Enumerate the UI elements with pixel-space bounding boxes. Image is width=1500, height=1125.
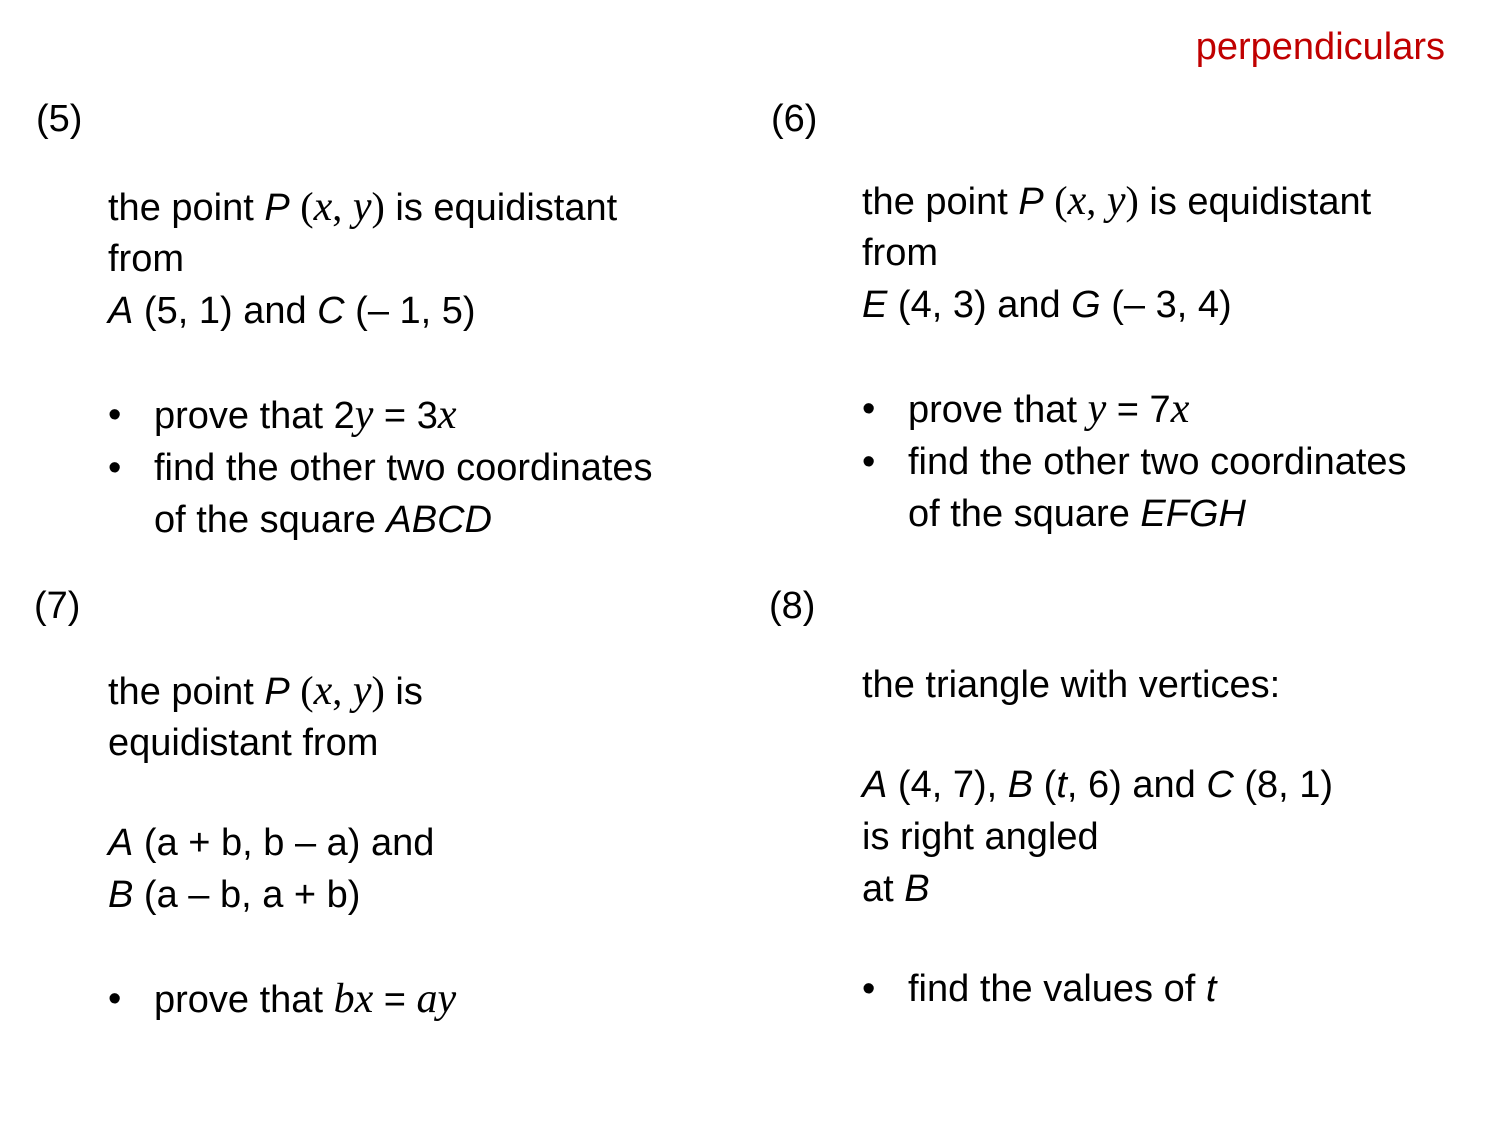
q8-bullet-find: • find the values of t [862,968,1217,1010]
question-7-body [108,665,456,1026]
q6-bullet-prove: • prove that y = 7x [862,386,1190,432]
q7-line-B: B (a – b, a + b) [108,874,361,916]
question-5-body [108,181,653,546]
q5-bullet-prove: • prove that 2y = 3x [108,392,457,438]
question-5-number: (5) [36,98,83,140]
q6-line-2: from [862,232,938,274]
question-6-body [862,175,1407,540]
q8-vertices: A (4, 7), B (t, 6) and C (8, 1) [862,764,1334,806]
q6-line-1: the point P (x, y) is equidistant [862,178,1372,224]
q5-bullet-find: • find the other two coordinates of the square ABCD [108,447,653,541]
q7-bullet-prove: • prove that bx = ay [108,976,457,1022]
q7-line-A: A (a + b, b – a) and [108,822,435,864]
question-6-number: (6) [771,98,818,140]
q8-at-B: at B [862,868,930,910]
q6-bullet-find: • find the other two coordinates of the square EFGH [862,441,1407,535]
question-8-body [862,659,1333,1015]
q8-right-angled: is right angled [862,816,1099,858]
slide-title: perpendiculars [1195,26,1445,68]
q7-line-1: the point P (x, y) is [108,668,423,714]
question-7-number: (7) [34,585,81,627]
q6-line-3: E (4, 3) and G (– 3, 4) [862,284,1232,326]
q5-line-2: from [108,238,184,280]
q5-line-1: the point P (x, y) is equidistant [108,184,618,230]
q8-intro: the triangle with vertices: [862,664,1281,706]
q7-line-2: equidistant from [108,722,379,764]
q5-line-3: A (5, 1) and C (– 1, 5) [108,290,476,332]
question-8-number: (8) [769,585,816,627]
